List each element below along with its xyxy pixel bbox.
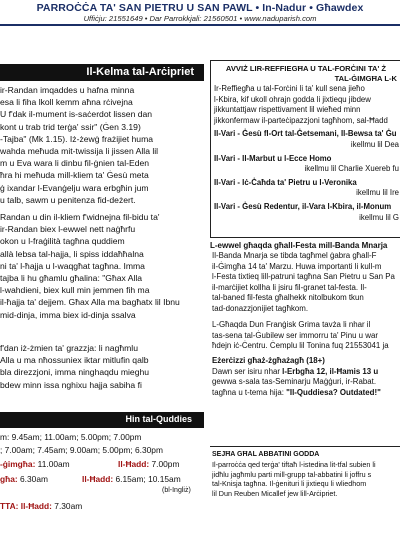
avviz-item-name: Il-Vari - Il-Marbut u l-Ecce Homo	[214, 153, 332, 163]
avviz-item-contact: ikellmu lil G	[359, 212, 399, 222]
kelma-p2-line: okon u l-fraġilità tagħna quddiem	[0, 236, 125, 247]
banda-line: Il-Banda Mnarja se tibda tagħmel ġabra għall-F	[212, 251, 377, 260]
mass-times-heading: Hin tal-Quddies	[125, 414, 192, 424]
avviz-item-contact: ikellmu lil Ire	[356, 188, 399, 198]
kelma-p2-line: tajba li hu għamlu għalina: "Għax Alla	[0, 273, 143, 284]
avviz-items	[211, 129, 400, 223]
kelma-p3-line: f'dan iż-żmien ta' grazzja: li nagħmlu	[0, 343, 138, 353]
avviz-item-contact: ikellmu lil Charlie Xuereb fu	[304, 164, 399, 174]
kelma-p1-line: ħra hi meħuda mill-kliem ta' Ġesù meta	[0, 170, 149, 181]
kelma-p2-line: l-wahdieni, biex kull min jemmen fih ma	[0, 285, 150, 296]
ezercizzi-line-1: Dawn ser isiru nhar l-Erbgħa 12, il-Ħamis 13 u	[212, 366, 379, 376]
ezercizzi-line-3: tagħna u t-tema hija: "Il-Quddiesa? Outdated!"	[212, 387, 381, 397]
mass-line-4-note: (bl-Ingliż)	[162, 487, 191, 494]
kelma-paragraph-2	[0, 211, 202, 321]
ghaqda-line: tas-sena tal-Ġubilew ser immorru ta' Pinu u war	[212, 330, 378, 340]
ghaqda-line: L-Għaqda Dun Franġisk Grima tavża li nhar il	[212, 320, 371, 329]
avviz-intro-line: jikkuntattjaw rispettivament lil wieħed minn	[214, 105, 361, 115]
kelma-paragraph-3	[0, 342, 202, 391]
sejha-line: jidħlu jagħmlu parti mill-grupp tal-abbatini li joffru s	[212, 469, 372, 479]
kelma-p1-line: ir-Randan imqaddes u hafna minna	[0, 85, 135, 95]
kelma-p2-line: ir-Randan biex l-ewwel nett naġħrfu	[0, 224, 136, 235]
avviz-intro	[211, 84, 400, 126]
kelma-p3-line: Alla u ma nħossuniex iktar mitlufin qalb	[0, 355, 149, 366]
kelma-p1-line: u talb, sawm u penitenza fid-deżert.	[0, 194, 136, 205]
kelma-p2-line: mid-dinja, imma biex id-dinja ssalva	[0, 309, 136, 320]
banda-paragraph	[212, 251, 400, 315]
mass-line-3: -ġimgħa: 11.00am Il-Ħadd: 7.00pm	[0, 459, 180, 469]
header-rule	[0, 24, 400, 26]
banda-heading: L-ewwel għaqda għall-Festa mill-Banda Mnarja	[210, 241, 388, 250]
banda-line: il-marċijiet kollha li jsiru fil-granet tal-festa. Il-	[212, 282, 367, 292]
kelma-p1-line: m u Eva wara li dinbu fil-ġnien tal-Eden	[0, 158, 150, 169]
kelma-p1-line: kont u trab trid terġa' ssir" (Ġen 3.19)	[0, 121, 141, 132]
kelma-heading: Il-Kelma tal-Arċipriet	[86, 66, 194, 78]
avviz-intro-line: Ir-Reffiegħa u tal-Forċini li ta' kull sena jieħo	[214, 84, 365, 93]
kelma-p2-line: Randan u din il-kliem f'widnejna fil-bidu ta'	[0, 212, 160, 222]
mass-line-4: għa: 6.30am Il-Ħadd: 6.15am; 10.15am	[0, 474, 181, 484]
banda-line: il-Ġimgħa 14 ta' Marzu. Huwa importanti li kull-m	[212, 261, 382, 271]
parish-title: PARROĊĊA TA' SAN PIETRU U SAN PAWL • In-Nadur • Għawdex	[36, 2, 364, 14]
kelma-p3-line: bdew minn issa nghixu hajja sabiha fi	[0, 379, 142, 390]
banda-line: tad-donazzjonijiet tagħkom.	[212, 303, 309, 313]
mass-line-1: m: 9.45am; 11.00am; 5.00pm; 7.00pm	[0, 432, 142, 442]
banda-line: l-Festa tixtieq lill-patruni tagħna San Pietru u San Pa	[212, 272, 395, 282]
ghaqda-paragraph	[212, 320, 400, 352]
avviz-item-name: Il-Vari - Ġesù fl-Ort tal-Ġetsemani, Il-Bewsa ta' Ġu	[214, 129, 397, 139]
mass-times-heading-bar	[0, 412, 204, 428]
avviz-title-2: TAL-ĠIMGĦA L-K	[334, 74, 397, 83]
sejha-paragraph	[212, 460, 400, 498]
avviz-item-name: Il-Vari - Iċ-Ċaħda ta' Pietru u l-Veronika	[214, 177, 357, 187]
sejha-line: tal-Knisja tagħna. Il-ġenituri li jixtiequ li wliedhom	[212, 479, 367, 489]
kelma-p2-line: il-ħajja ta' dejjem. Għax Alla ma bagħatx lil Ibnu	[0, 297, 180, 308]
kelma-p1-line: ġ ixandar l-Evanġelju wara erbgħin jum	[0, 182, 149, 193]
sejha-line: lil Dun Reuben Micallef jew lill-Arċipriet.	[212, 488, 338, 498]
avviz-intro-line: l-Kbira, kif ukoll ohrajn godda li jixtiequ jibdew	[214, 94, 371, 104]
sejha-heading: SEJĦA GĦAL ABBATINI GODDA	[212, 451, 320, 458]
avviz-box	[210, 60, 400, 238]
kelma-p1-line: -Tajba" (Mk 1.15). Iż-żewġ frażijiet huma	[0, 133, 154, 144]
kelma-p1-line: wahda meħuda mit-twissija li jissen Alla lil	[0, 146, 159, 157]
kelma-p3-line: bla direzzjoni, imma ninghaqdu mieghu	[0, 367, 150, 378]
kelma-paragraph-1	[0, 84, 202, 206]
avviz-intro-line: jikkonfermaw il-parteċipazzjoni tagħhom, sal-Ħadd	[214, 115, 388, 125]
ghaqda-line: ħdejn iċ-Ċentru. Ċemplu lil Tonina fuq 21553041 ja	[212, 341, 389, 351]
ezercizzi-heading: Eżerċizzi għaż-żgħażagħ (18+)	[212, 356, 325, 365]
avviz-item-contact: ikellmu lil Dea	[350, 139, 399, 149]
ezercizzi-line-2: gewwa s-sala tas-Seminarju Maġġuri, ir-Rabat.	[212, 377, 377, 387]
avviz-title-1: AVVIŻ LIR-REFFIEGĦA U TAL-FORĊINI TA' Ż	[225, 64, 387, 73]
banda-line: tal-baned fil-festa għalhekk nitolbukom tkun	[212, 293, 364, 303]
kelma-p1-line: esa li fiha lkoll kemm aħna rċivejna	[0, 97, 133, 108]
kelma-p2-line: ni ta' l-ħajja u l-waqgħat tagħna. Imma	[0, 260, 145, 271]
sejha-line: Il-parroċċa qed terġa' tiftaħ l-istedina lit-tfal subien li	[212, 460, 376, 469]
ezercizzi-block	[212, 356, 400, 398]
kelma-heading-bar	[0, 64, 204, 81]
kelma-p1-line: U f'dak il-mument is-saċerdot lissen dan	[0, 109, 153, 120]
parish-contact-line: Uffiċju: 21551649 • Dar Parrokkjali: 21560501 • www.naduparish.com	[83, 14, 317, 23]
mass-line-5: TTA: Il-Ħadd: 7.30am	[0, 501, 83, 511]
kelma-p2-line: allà lebsa tal-hajja, li spiss iddaħħalna	[0, 248, 144, 259]
sejha-divider	[210, 446, 400, 447]
mass-line-2: ; 7.00am; 7.45am; 9.00am; 5.00pm; 6.30pm	[0, 445, 163, 455]
avviz-item-name: Il-Vari - Ġesù Redentur, il-Vara l-Kbira, il-Monum	[214, 201, 392, 211]
